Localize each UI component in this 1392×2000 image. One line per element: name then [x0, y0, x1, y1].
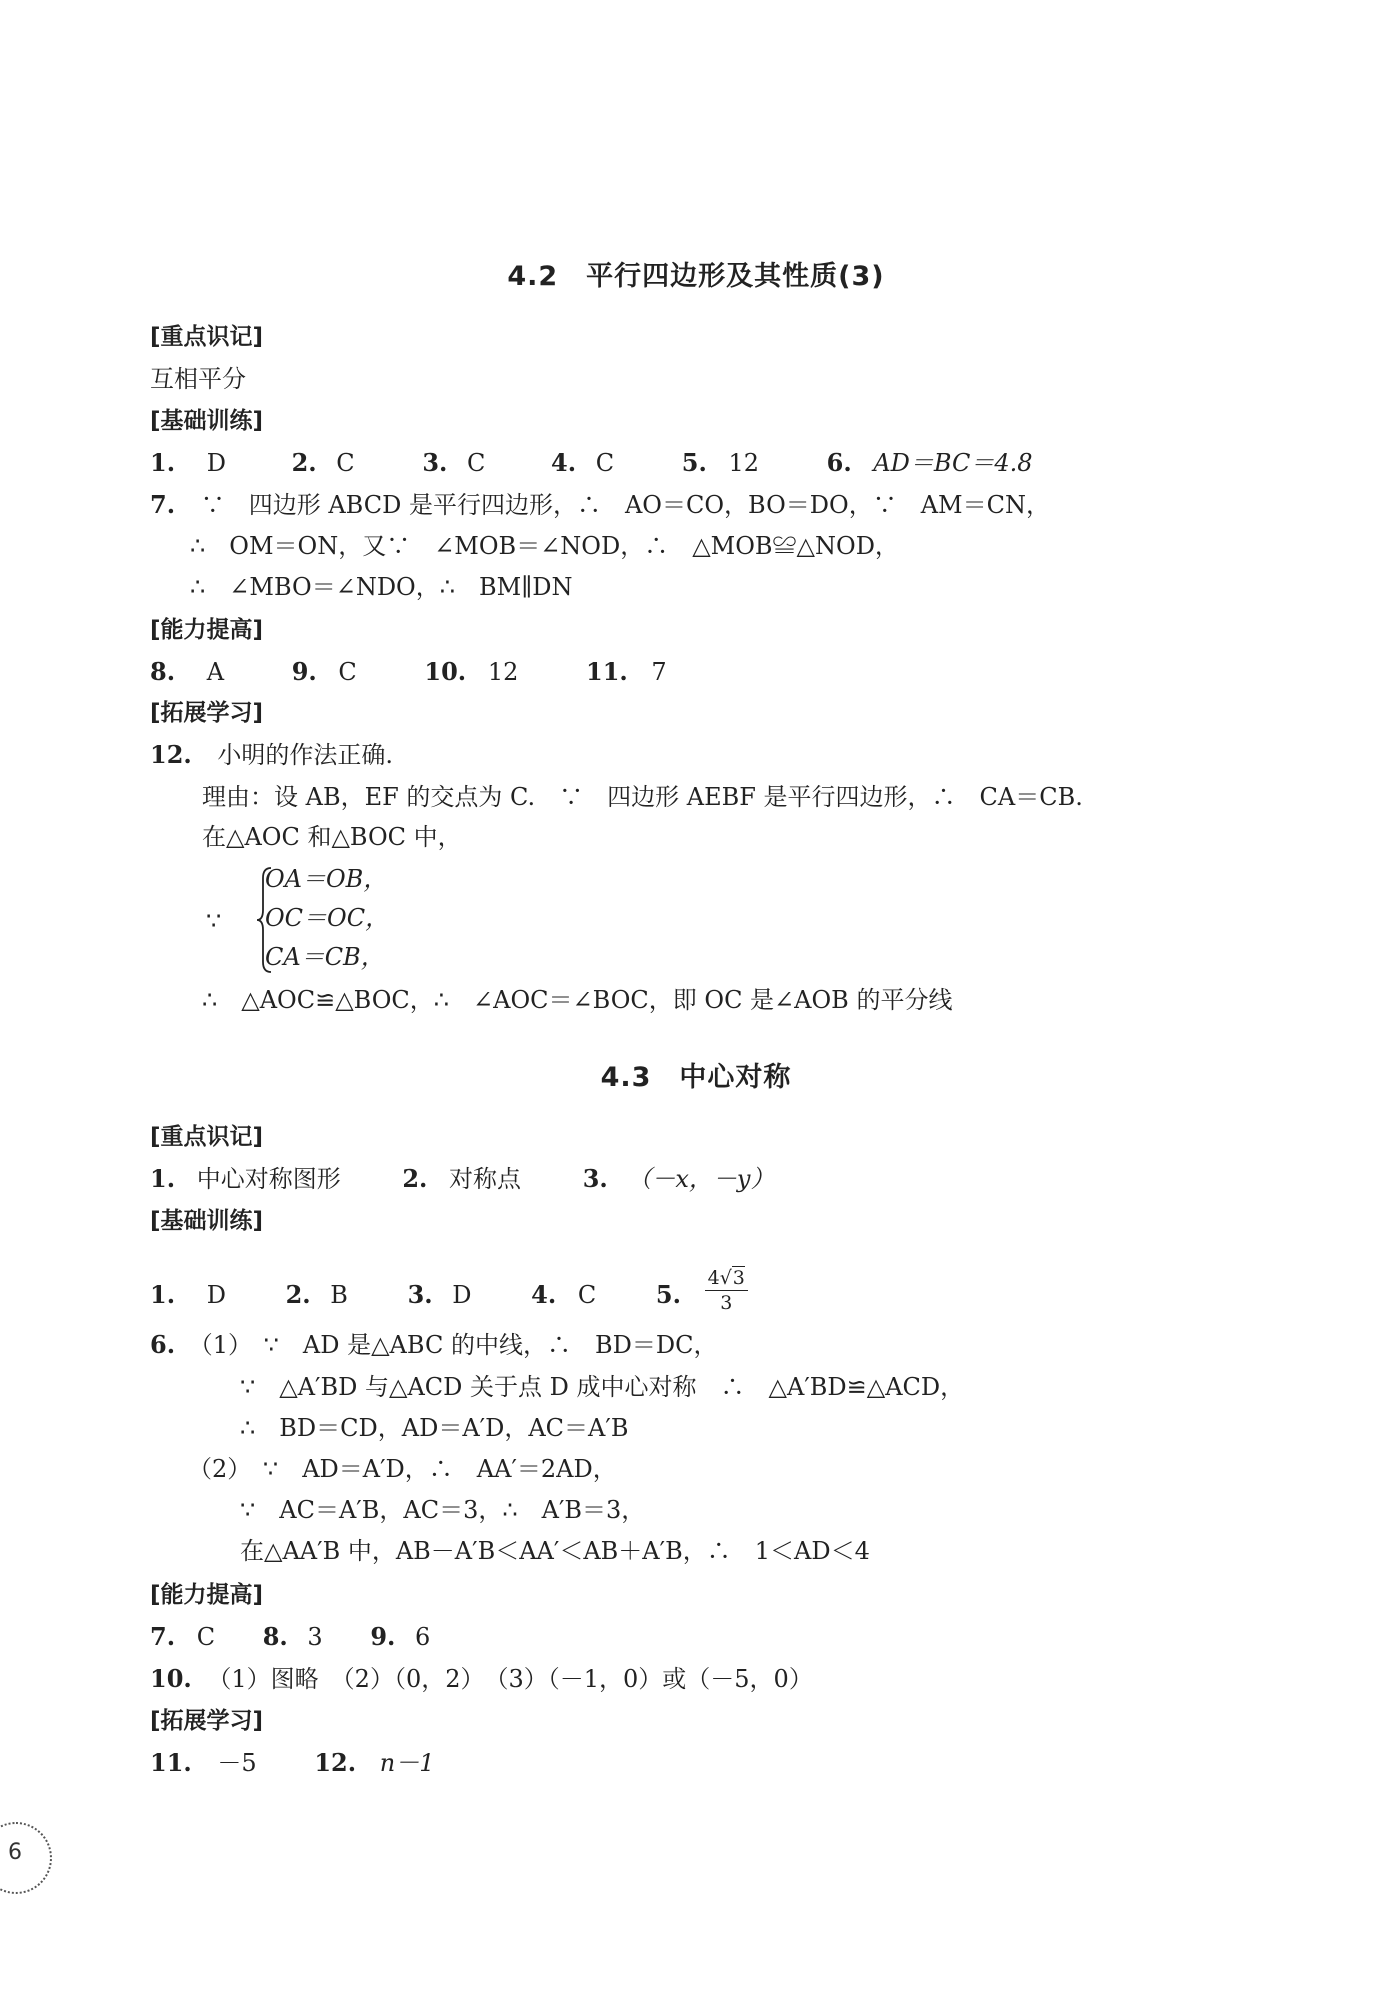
radicand: 3	[732, 1267, 745, 1289]
part-label: （1）	[188, 1331, 252, 1359]
q10-text: （1）图略 （2）（0，2） （3）（－1，0）或（－5，0）	[207, 1665, 813, 1693]
answer: C	[196, 1623, 216, 1651]
answer: AD＝BC＝4.8	[873, 449, 1033, 477]
q-number: 9.	[370, 1622, 396, 1651]
answer: －5	[217, 1749, 257, 1777]
q7-line-2: ∴ OM＝ON，又∵ ∠MOB＝∠NOD，∴ △MOB≌△NOD，	[190, 532, 899, 560]
q-number: 10.	[150, 1664, 192, 1693]
q-number: 12.	[150, 740, 192, 769]
q10-line	[150, 1664, 813, 1694]
q-number: 8.	[150, 657, 176, 686]
q6-text: ∵ AD 是△ABC 的中线，∴ BD＝DC，	[263, 1331, 718, 1359]
section-title-4-3: 4.3 中心对称	[600, 1062, 792, 1093]
ability-answers-row	[150, 657, 667, 687]
q12-text: 小明的作法正确.	[217, 741, 394, 769]
q-number: 12.	[314, 1748, 357, 1777]
answer: C	[577, 1281, 597, 1309]
answer: D	[206, 1281, 226, 1309]
q-number: 7.	[150, 1622, 176, 1651]
page-number: 6	[8, 1840, 22, 1865]
q-number: 11.	[150, 1748, 192, 1777]
expand-answers-row	[150, 1748, 434, 1778]
q12-conclusion: ∴ △AOC≌△BOC，∴ ∠AOC＝∠BOC，即 OC 是∠AOB 的平分线	[202, 986, 953, 1014]
q6-line-4	[188, 1454, 617, 1484]
q7-text: ∵ 四边形 ABCD 是平行四边形，∴ AO＝CO，BO＝DO，∵ AM＝CN，	[200, 491, 1050, 519]
q-number: 10.	[424, 657, 467, 686]
answer: 12	[728, 449, 759, 477]
q-number: 7.	[150, 490, 176, 519]
answer: C	[336, 449, 355, 477]
q-number: 4.	[531, 1280, 557, 1309]
answer: C	[595, 449, 615, 477]
q-number: 5.	[655, 1280, 681, 1309]
q12-line-1	[150, 740, 393, 770]
answer: n－1	[379, 1749, 435, 1777]
q-number: 2.	[402, 1164, 428, 1193]
answer: 3	[307, 1623, 323, 1651]
q-number: 4.	[551, 448, 577, 477]
q12-line-2: 理由：设 AB，EF 的交点为 C. ∵ 四边形 AEBF 是平行四边形，∴ CA＝CB.	[202, 783, 1083, 811]
tag-basic-training: [基础训练]	[150, 1208, 264, 1234]
q-number: 3.	[582, 1164, 608, 1193]
tag-ability: [能力提高]	[150, 617, 264, 643]
answer: 6	[415, 1623, 431, 1651]
tag-key-points: [重点识记]	[150, 1124, 264, 1150]
answer: 中心对称图形	[196, 1165, 341, 1193]
q-number: 1.	[150, 448, 176, 477]
q6-line-3: ∴ BD＝CD，AD＝A′D，AC＝A′B	[240, 1414, 629, 1442]
tag-ability: [能力提高]	[150, 1582, 264, 1608]
q-number: 8.	[262, 1622, 288, 1651]
answer: C	[338, 658, 357, 686]
q-number: 9.	[291, 657, 317, 686]
answer: 对称点	[449, 1165, 522, 1193]
q6-line-2: ∵ △A′BD 与△ACD 关于点 D 成中心对称 ∴ △A′BD≌△ACD，	[240, 1373, 965, 1401]
tag-basic-training: [基础训练]	[150, 408, 264, 434]
part-label: （2）	[188, 1455, 252, 1483]
q-number: 11.	[586, 657, 628, 686]
system-eq-1: OA＝OB，	[265, 865, 388, 893]
system-eq-2: OC＝OC，	[265, 904, 390, 932]
q-number: 2.	[291, 448, 317, 477]
fraction-answer	[705, 1266, 748, 1315]
basic-answers-row	[150, 448, 1033, 478]
q7-line-1	[150, 490, 1050, 520]
q-number: 6.	[826, 448, 852, 477]
fraction-denominator: 3	[720, 1292, 733, 1314]
system-eq-3: CA＝CB，	[265, 943, 385, 971]
since-symbol: ∵	[206, 907, 222, 935]
answer: D	[452, 1281, 472, 1309]
key-answers-row	[150, 1164, 774, 1194]
q6-line-5: ∵ AC＝A′B，AC＝3，∴ A′B＝3，	[240, 1496, 646, 1524]
tag-expand: [拓展学习]	[150, 700, 264, 726]
q-number: 1.	[150, 1280, 176, 1309]
q-number: 6.	[150, 1330, 176, 1359]
q-number: 3.	[407, 1280, 433, 1309]
fraction-numerator: 4√3	[705, 1266, 748, 1291]
answer: 7	[651, 658, 667, 686]
key-answer: 互相平分	[150, 365, 246, 393]
q6-text: ∵ AD＝A′D，∴ AA′＝2AD，	[262, 1455, 617, 1483]
q6-line-6: 在△AA′B 中，AB－A′B＜AA′＜AB＋A′B，∴ 1＜AD＜4	[240, 1537, 870, 1565]
q6-line-1	[150, 1330, 717, 1360]
q-number: 2.	[285, 1280, 311, 1309]
q7-line-3: ∴ ∠MBO＝∠NDO，∴ BM∥DN	[190, 573, 573, 601]
answer: C	[467, 449, 486, 477]
q-number: 5.	[681, 448, 707, 477]
ability-answers-row	[150, 1622, 430, 1652]
answer: B	[330, 1281, 348, 1309]
basic-answers-row	[150, 1267, 748, 1321]
answer: D	[206, 449, 226, 477]
section-title-4-2: 4.2 平行四边形及其性质(3)	[507, 261, 885, 292]
answer: A	[206, 658, 225, 686]
q12-line-3: 在△AOC 和△BOC 中，	[202, 823, 462, 851]
tag-key-points: [重点识记]	[150, 324, 264, 350]
answer: 12	[487, 658, 519, 686]
tag-expand: [拓展学习]	[150, 1708, 264, 1734]
numerator-coefficient: 4	[707, 1267, 720, 1289]
answer: （－x，－y）	[627, 1165, 775, 1193]
q-number: 3.	[422, 448, 448, 477]
q-number: 1.	[150, 1164, 176, 1193]
